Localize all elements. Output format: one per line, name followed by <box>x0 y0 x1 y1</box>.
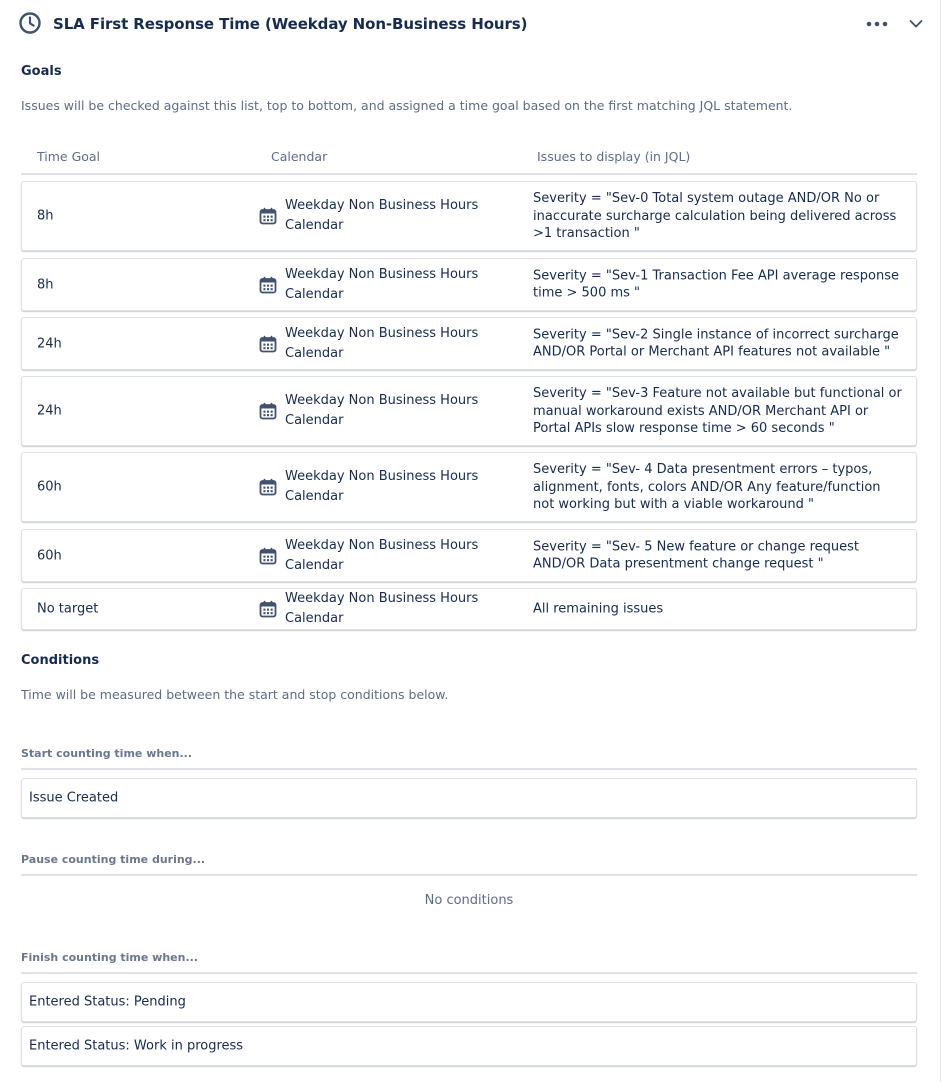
goal-jql: Severity = "Sev-3 Feature not available but functional or manual workaround exists AND/OR Merchant API or Portal APIs slow response time > 60 seconds " <box>533 385 902 436</box>
more-icon[interactable] <box>864 13 890 35</box>
goal-row <box>21 317 917 370</box>
goal-calendar: Weekday Non Business Hours Calendar <box>285 537 479 573</box>
goal-calendar: Weekday Non Business Hours Calendar <box>285 325 479 361</box>
finish-divider <box>21 972 917 974</box>
finish-label: Finish counting time when... <box>21 951 198 964</box>
start-condition-row <box>21 778 917 818</box>
goal-calendar: Weekday Non Business Hours Calendar <box>285 198 479 233</box>
goal-row <box>21 258 917 311</box>
chevron-down-icon[interactable] <box>906 15 926 33</box>
clock-icon <box>18 11 42 35</box>
calendar-icon <box>259 600 277 618</box>
goals-description: Issues will be checked against this list, top to bottom, and assigned a time goal based on the first matching JQL statement. <box>21 98 793 113</box>
no-conditions-text: No conditions <box>424 893 514 908</box>
goal-time: 24h <box>37 336 62 351</box>
goal-row <box>21 181 917 251</box>
goal-time: 8h <box>37 208 54 224</box>
start-divider <box>21 768 917 770</box>
goal-calendar: Weekday Non Business Hours Calendar <box>285 266 479 302</box>
calendar-icon <box>259 276 277 294</box>
pause-divider <box>21 874 917 876</box>
condition-text: Entered Status: Pending <box>29 994 186 1010</box>
start-label: Start counting time when... <box>21 747 193 760</box>
goal-jql: Severity = "Sev- 5 New feature or change request AND/OR Data presentment change request " <box>533 539 860 572</box>
calendar-icon <box>259 402 277 420</box>
column-header-calendar: Calendar <box>271 149 328 164</box>
goal-row <box>21 376 917 446</box>
goal-jql: Severity = "Sev-2 Single instance of incorrect surcharge AND/OR Portal or Merchant API features not available " <box>533 327 899 360</box>
calendar-icon <box>259 478 277 496</box>
goal-jql: Severity = "Sev-1 Transaction Fee API average response time > 500 ms " <box>533 268 900 301</box>
sla-title: SLA First Response Time (Weekday Non-Business Hours) <box>53 15 528 33</box>
goal-time: 60h <box>37 479 62 495</box>
calendar-icon <box>259 207 277 225</box>
goals-title: Goals <box>21 64 62 79</box>
finish-condition-row <box>21 982 917 1022</box>
conditions-description: Time will be measured between the start and stop conditions below. <box>21 687 449 702</box>
goal-time: 60h <box>37 548 62 563</box>
condition-text: Entered Status: Work in progress <box>29 1038 244 1054</box>
goal-jql: Severity = "Sev-0 Total system outage AND/OR No or inaccurate surcharge calculation being delivered across >1 transaction " <box>533 190 897 241</box>
finish-condition-row <box>21 1026 917 1066</box>
column-header-time-goal: Time Goal <box>37 149 101 164</box>
goal-calendar: Weekday Non Business Hours Calendar <box>285 469 479 504</box>
goal-time: No target <box>37 601 99 617</box>
scrollbar[interactable] <box>940 0 949 1082</box>
goal-calendar: Weekday Non Business Hours Calendar <box>285 393 479 428</box>
condition-text: Issue Created <box>29 790 119 806</box>
goal-time: 24h <box>37 403 62 419</box>
goal-row <box>21 452 917 522</box>
goal-jql: All remaining issues <box>533 601 664 617</box>
goal-calendar: Weekday Non Business Hours Calendar <box>285 591 479 626</box>
goal-jql: Severity = "Sev- 4 Data presentment errors – typos, alignment, fonts, colors AND/OR Any feature/function not working but with a viable workaround " <box>533 461 881 512</box>
goal-row <box>21 588 917 630</box>
calendar-icon <box>259 547 277 565</box>
column-header-jql: Issues to display (in JQL) <box>537 149 691 164</box>
pause-label: Pause counting time during... <box>21 853 206 866</box>
sla-header <box>18 10 930 38</box>
header-divider <box>21 173 917 175</box>
goal-row <box>21 529 917 582</box>
goal-time: 8h <box>37 277 54 292</box>
calendar-icon <box>259 335 277 353</box>
conditions-title: Conditions <box>21 653 100 668</box>
